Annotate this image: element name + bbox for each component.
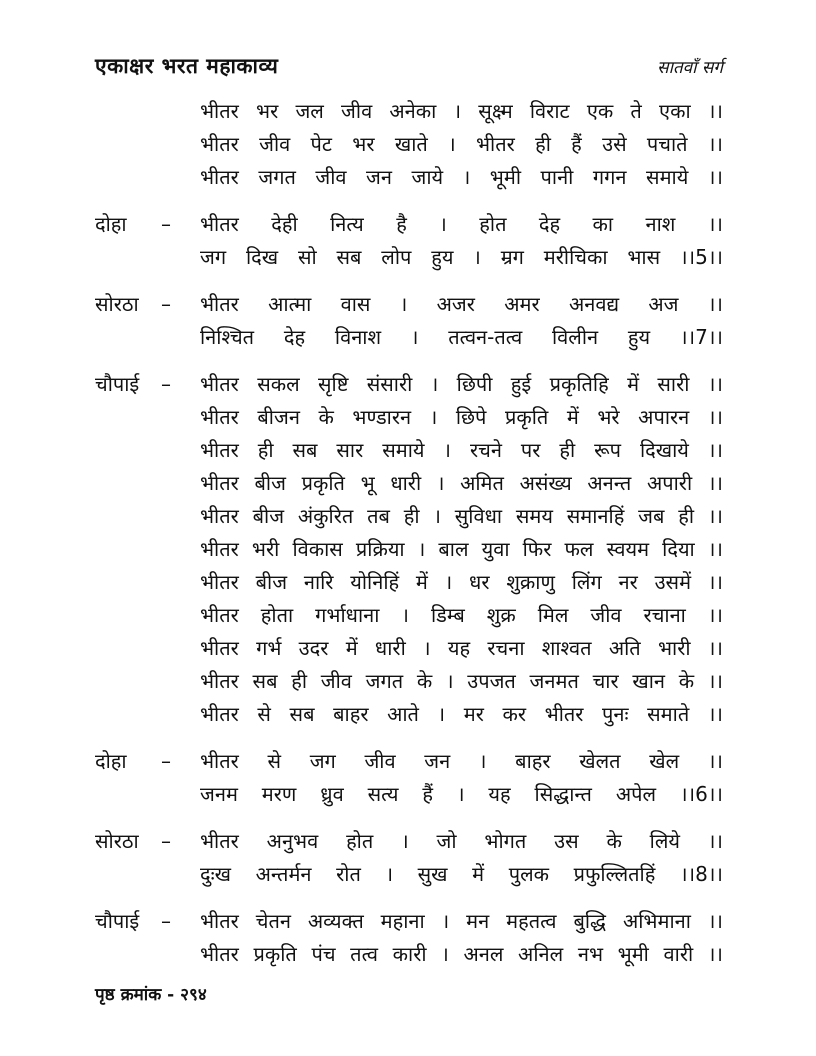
verse-line: भीतर बीजन के भण्डारन । छिपे प्रकृति में भरे अपारन ।। [200,405,723,429]
verse-group [200,905,723,971]
verse-line: निश्चित देह विनाश । तत्वन-तत्व विलीन हुय ।।7।। [200,325,723,349]
page-number: पृष्ठ क्रमांक - २९४ [95,985,207,1005]
stanza-label: दोहा [95,749,127,773]
stanza-chaupai [95,368,723,731]
stanza-sortha [95,825,723,891]
verse-group [200,745,723,811]
verse-line: भीतर ही सब सार समाये । रचने पर ही रूप दिखाये ।। [200,438,723,462]
chapter-title: सातवाँ सर्ग [657,58,723,78]
stanza-label: सोरठा [95,292,139,316]
stanza-label: सोरठा [95,829,139,853]
verse-group [200,95,723,194]
stanza-doha [95,208,723,274]
stanza-chaupai [95,905,723,971]
verse-line: भीतर बीज नारि योनिहिं में । धर शुक्राणु लिंग नर उसमें ।। [200,570,723,594]
verse-line: भीतर जगत जीव जन जाये । भूमी पानी गगन समाये ।। [200,165,723,189]
verse-group [200,825,723,891]
document-page [95,52,723,985]
verse-group [200,288,723,354]
verse-line: भीतर गर्भ उदर में धारी । यह रचना शाश्वत अति भारी ।। [200,636,723,660]
verse-line: भीतर प्रकृति पंच तत्व कारी । अनल अनिल नभ भूमी वारी ।। [200,942,723,966]
stanza-label: दोहा [95,212,127,236]
verse-line: भीतर अनुभव होत । जो भोगत उस के लिये ।। [200,829,723,853]
page-header [95,52,723,80]
book-title: एकाक्षर भरत महाकाव्य [95,54,279,78]
verse-line: भीतर जीव पेट भर खाते । भीतर ही हैं उसे पचाते ।। [200,132,723,156]
verse-line: भीतर से जग जीव जन । बाहर खेलत खेल ।। [200,749,723,773]
verse-line: भीतर सब ही जीव जगत के । उपजत जनमत चार खान के ।। [200,669,723,693]
verse-line: जग दिख सो सब लोप हुय । म्रग मरीचिका भास ।।5।। [200,245,723,269]
stanza-doha [95,745,723,811]
stanza-dash: – [161,212,171,236]
verse-line: भीतर होता गर्भाधाना । डिम्ब शुक्र मिल जीव रचाना ।। [200,603,723,627]
verse-line: भीतर बीज प्रकृति भू धारी । अमित असंख्य अनन्त अपारी ।। [200,471,723,495]
stanza-dash [161,95,200,194]
stanza-sortha [95,288,723,354]
verse-group [200,208,723,274]
stanza-dash: – [161,909,171,933]
stanza-dash: – [161,372,171,396]
verse-line: भीतर भरी विकास प्रक्रिया । बाल युवा फिर फल स्वयम दिया ।। [200,537,723,561]
verse-line: दुःख अन्तर्मन रोत । सुख में पुलक प्रफुल्लितहिं ।।8।। [200,862,723,886]
verse-line: भीतर देही नित्य है । होत देह का नाश ।। [200,212,723,236]
verse-group [200,368,723,731]
stanza-label: चौपाई [95,372,140,396]
verse-line: भीतर सकल सृष्टि संसारी । छिपी हुई प्रकृतिहि में सारी ।। [200,372,723,396]
verse-line: भीतर आत्मा वास । अजर अमर अनवद्य अज ।। [200,292,723,316]
stanza-label: चौपाई [95,909,140,933]
verse-line: जनम मरण ध्रुव सत्य हैं । यह सिद्धान्त अपेल ।।6।। [200,782,723,806]
stanza-continuation [95,95,723,194]
verse-line: भीतर भर जल जीव अनेका । सूक्ष्म विराट एक ते एका ।। [200,99,723,123]
stanza-dash: – [161,292,171,316]
verse-line: भीतर से सब बाहर आते । मर कर भीतर पुनः समाते ।। [200,702,723,726]
stanza-dash: – [161,829,171,853]
stanza-dash: – [161,749,171,773]
verse-line: भीतर बीज अंकुरित तब ही । सुविधा समय समानहिं जब ही ।। [200,504,723,528]
stanza-label [95,95,161,194]
verse-line: भीतर चेतन अव्यक्त महाना । मन महतत्व बुद्धि अभिमाना ।। [200,909,723,933]
